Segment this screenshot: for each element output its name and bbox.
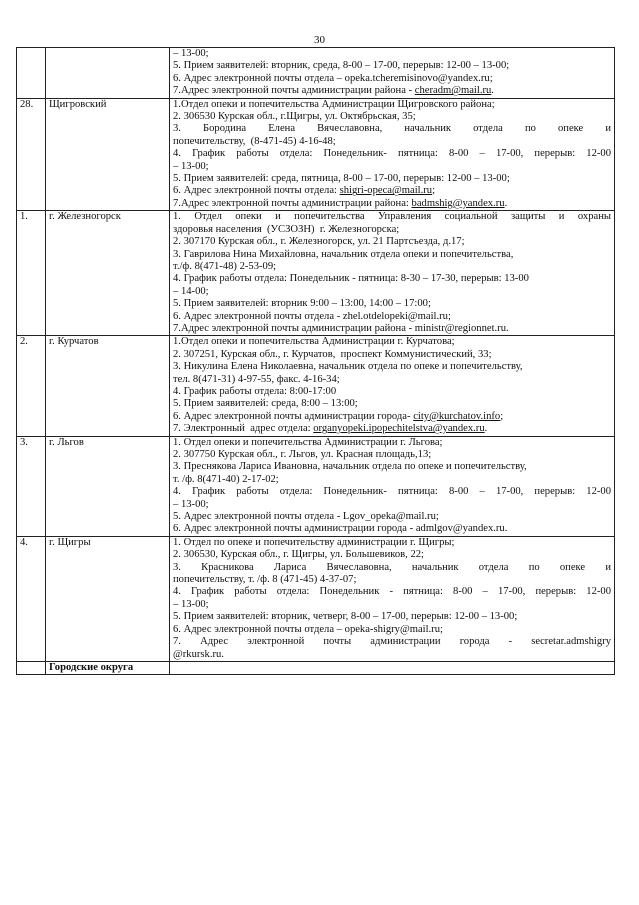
detail-line: 3. Никулина Елена Николаевна, начальник отдела по опеке и попечительству,: [173, 361, 523, 373]
detail-line: попечительству, (8-471-45) 4-16-48;: [173, 135, 336, 147]
row-number-cell: 3.: [17, 436, 46, 536]
detail-line: 6. Адрес электронной почты отдела – opeka-shigry@mail.ru;: [173, 623, 443, 635]
detail-line: 7. Адрес электронной почты администрации города - secretar.admshigry: [173, 636, 611, 648]
detail-line: 4. График работы отдела: 8:00-17:00: [173, 385, 337, 397]
detail-line: 1. Отдел по опеке и попечительству администрации г. Щигры;: [173, 536, 455, 548]
detail-line: т. /ф. 8(471-40) 2-17-02;: [173, 473, 279, 485]
detail-line: – 13-00;: [173, 598, 209, 610]
detail-line: 2. 307750 Курская обл., г. Льгов, ул. Красная площадь,13;: [173, 449, 432, 460]
detail-line: 4. График работы отдела: Понедельник - пятница: 8-00 – 17-00, перерыв: 12-00: [173, 586, 611, 598]
detail-line: 5. Прием заявителей: вторник, среда, 8-00 – 17-00, перерыв: 12-00 – 13-00;: [173, 60, 510, 72]
detail-line: 2. 306530, Курская обл., г. Щигры, ул. Большевиков, 22;: [173, 549, 425, 561]
details-cell: [170, 211, 615, 336]
section-header: Городские округа: [46, 661, 170, 674]
detail-line: 6. Адрес электронной почты администрации города - admlgov@yandex.ru.: [173, 523, 508, 535]
detail-line: 1. Отдел опеки и попечительства Администрации г. Льгова;: [173, 436, 443, 448]
email-link[interactable]: organyopeki.ipopechitelstva@yandex.ru: [313, 423, 485, 435]
detail-line: попечительству, т. /ф. 8 (471-45) 4-37-07;: [173, 574, 357, 586]
district-name-cell: [46, 48, 170, 99]
email-link[interactable]: shigri-opeca@mail.ru: [339, 185, 433, 197]
row-number-cell: [17, 661, 46, 674]
table-row: [17, 211, 615, 336]
detail-line: 4. График работы отдела: Понедельник- пятница: 8-00 – 17-00, перерыв: 12-00: [173, 148, 611, 160]
email-link[interactable]: cheradm@mail.ru: [414, 85, 492, 97]
detail-line: 6. Адрес электронной почты администрации города- city@kurchatov.info;: [173, 410, 504, 422]
detail-line: 7.Адрес электронной почты администрации района - ministr@regionnet.ru.: [173, 322, 509, 334]
details-cell: [170, 336, 615, 436]
detail-line: – 13-00;: [173, 48, 209, 59]
detail-line: 7.Адрес электронной почты администрации района: badmshig@yandex.ru.: [173, 197, 508, 209]
table-row: [17, 98, 615, 211]
district-name-cell: г. Железногорск: [46, 211, 170, 336]
detail-line: тел. 8(471-31) 4-97-55, факс. 4-16-34;: [173, 373, 340, 385]
page-number: 30: [314, 34, 325, 46]
row-number-cell: 4.: [17, 536, 46, 661]
row-number-cell: 1.: [17, 211, 46, 336]
table-row: [17, 336, 615, 436]
district-name-cell: Щигровский: [46, 98, 170, 211]
detail-line: 3. Гаврилова Нина Михайловна, начальник отдела опеки и попечительства,: [173, 248, 514, 260]
row-number-cell: 28.: [17, 98, 46, 211]
detail-line: 4. График работы отдела: Понедельник- пятница: 8-00 – 17-00, перерыв: 12-00: [173, 486, 611, 498]
detail-line: @rkursk.ru.: [173, 648, 224, 660]
detail-line: здоровья населения (УСЗОЗН) г. Железногорска;: [173, 223, 400, 235]
email-link[interactable]: city@kurchatov.info: [413, 410, 501, 422]
email-link[interactable]: badmshig@yandex.ru: [411, 197, 505, 209]
detail-line: 4. График работы отдела: Понедельник - пятница: 8-30 – 17-30, перерыв: 13-00: [173, 273, 529, 285]
detail-line: – 13-00;: [173, 160, 209, 172]
detail-line: 2. 307251, Курская обл., г. Курчатов, проспект Коммунистический, 33;: [173, 348, 492, 360]
detail-line: 5. Прием заявителей: вторник, четверг, 8-00 – 17-00, перерыв: 12-00 – 13-00;: [173, 611, 518, 623]
row-number-cell: [17, 48, 46, 99]
detail-line: 5. Прием заявителей: среда, пятница, 8-00 – 17-00, перерыв: 12-00 – 13-00;: [173, 173, 510, 185]
detail-line: т./ф. 8(471-48) 2-53-09;: [173, 260, 277, 272]
directory-table: [16, 47, 615, 675]
detail-line: 7.Адрес электронной почты администрации района - cheradm@mail.ru.: [173, 85, 494, 97]
details-cell: [170, 98, 615, 211]
detail-line: 1.Отдел опеки и попечительства Администрации Щигровского района;: [173, 98, 495, 110]
details-cell: [170, 536, 615, 661]
detail-line: – 13-00;: [173, 498, 209, 510]
detail-line: 5. Прием заявителей: среда, 8:00 – 13:00;: [173, 398, 358, 410]
detail-line: 6. Адрес электронной почты отдела - zhel.otdelopeki@mail.ru;: [173, 310, 451, 322]
detail-line: 6. Адрес электронной почты отдела – opeka.tcheremisinovo@yandex.ru;: [173, 72, 493, 84]
details-cell: [170, 661, 615, 674]
details-cell: [170, 436, 615, 536]
district-name-cell: г. Льгов: [46, 436, 170, 536]
table-row: [17, 436, 615, 536]
detail-line: 2. 307170 Курская обл., г. Железногорск, ул. 21 Партсъезда, д.17;: [173, 236, 465, 248]
section-header-row: [17, 661, 615, 674]
detail-line: 7. Электронный адрес отдела: organyopeki.ipopechitelstva@yandex.ru.: [173, 423, 488, 435]
details-cell: [170, 48, 615, 99]
district-name-cell: г. Курчатов: [46, 336, 170, 436]
detail-line: 5. Прием заявителей: вторник 9:00 – 13:00, 14:00 – 17:00;: [173, 298, 431, 310]
detail-line: 2. 306530 Курская обл., г.Щигры, ул. Октябрьская, 35;: [173, 111, 416, 123]
detail-line: – 14-00;: [173, 285, 209, 297]
table-row: [17, 48, 615, 99]
district-name-cell: г. Щигры: [46, 536, 170, 661]
detail-line: 3. Преснякова Лариса Ивановна, начальник отдела по опеке и попечительству,: [173, 461, 527, 473]
row-number-cell: 2.: [17, 336, 46, 436]
detail-line: 5. Адрес электронной почты отдела - Lgov_opeka@mail.ru;: [173, 511, 439, 523]
detail-line: 3. Красникова Лариса Вячеславовна, начальник отдела по опеке и: [173, 561, 611, 573]
detail-line: 6. Адрес электронной почты отдела: shigri-opeca@mail.ru;: [173, 185, 436, 197]
detail-line: 3. Бородина Елена Вячеславовна, начальник отдела по опеке и: [173, 123, 611, 135]
table-row: [17, 536, 615, 661]
detail-line: 1. Отдел опеки и попечительства Управления социальной защиты и охраны: [173, 211, 611, 223]
detail-line: 1.Отдел опеки и попечительства Администрации г. Курчатова;: [173, 336, 455, 348]
